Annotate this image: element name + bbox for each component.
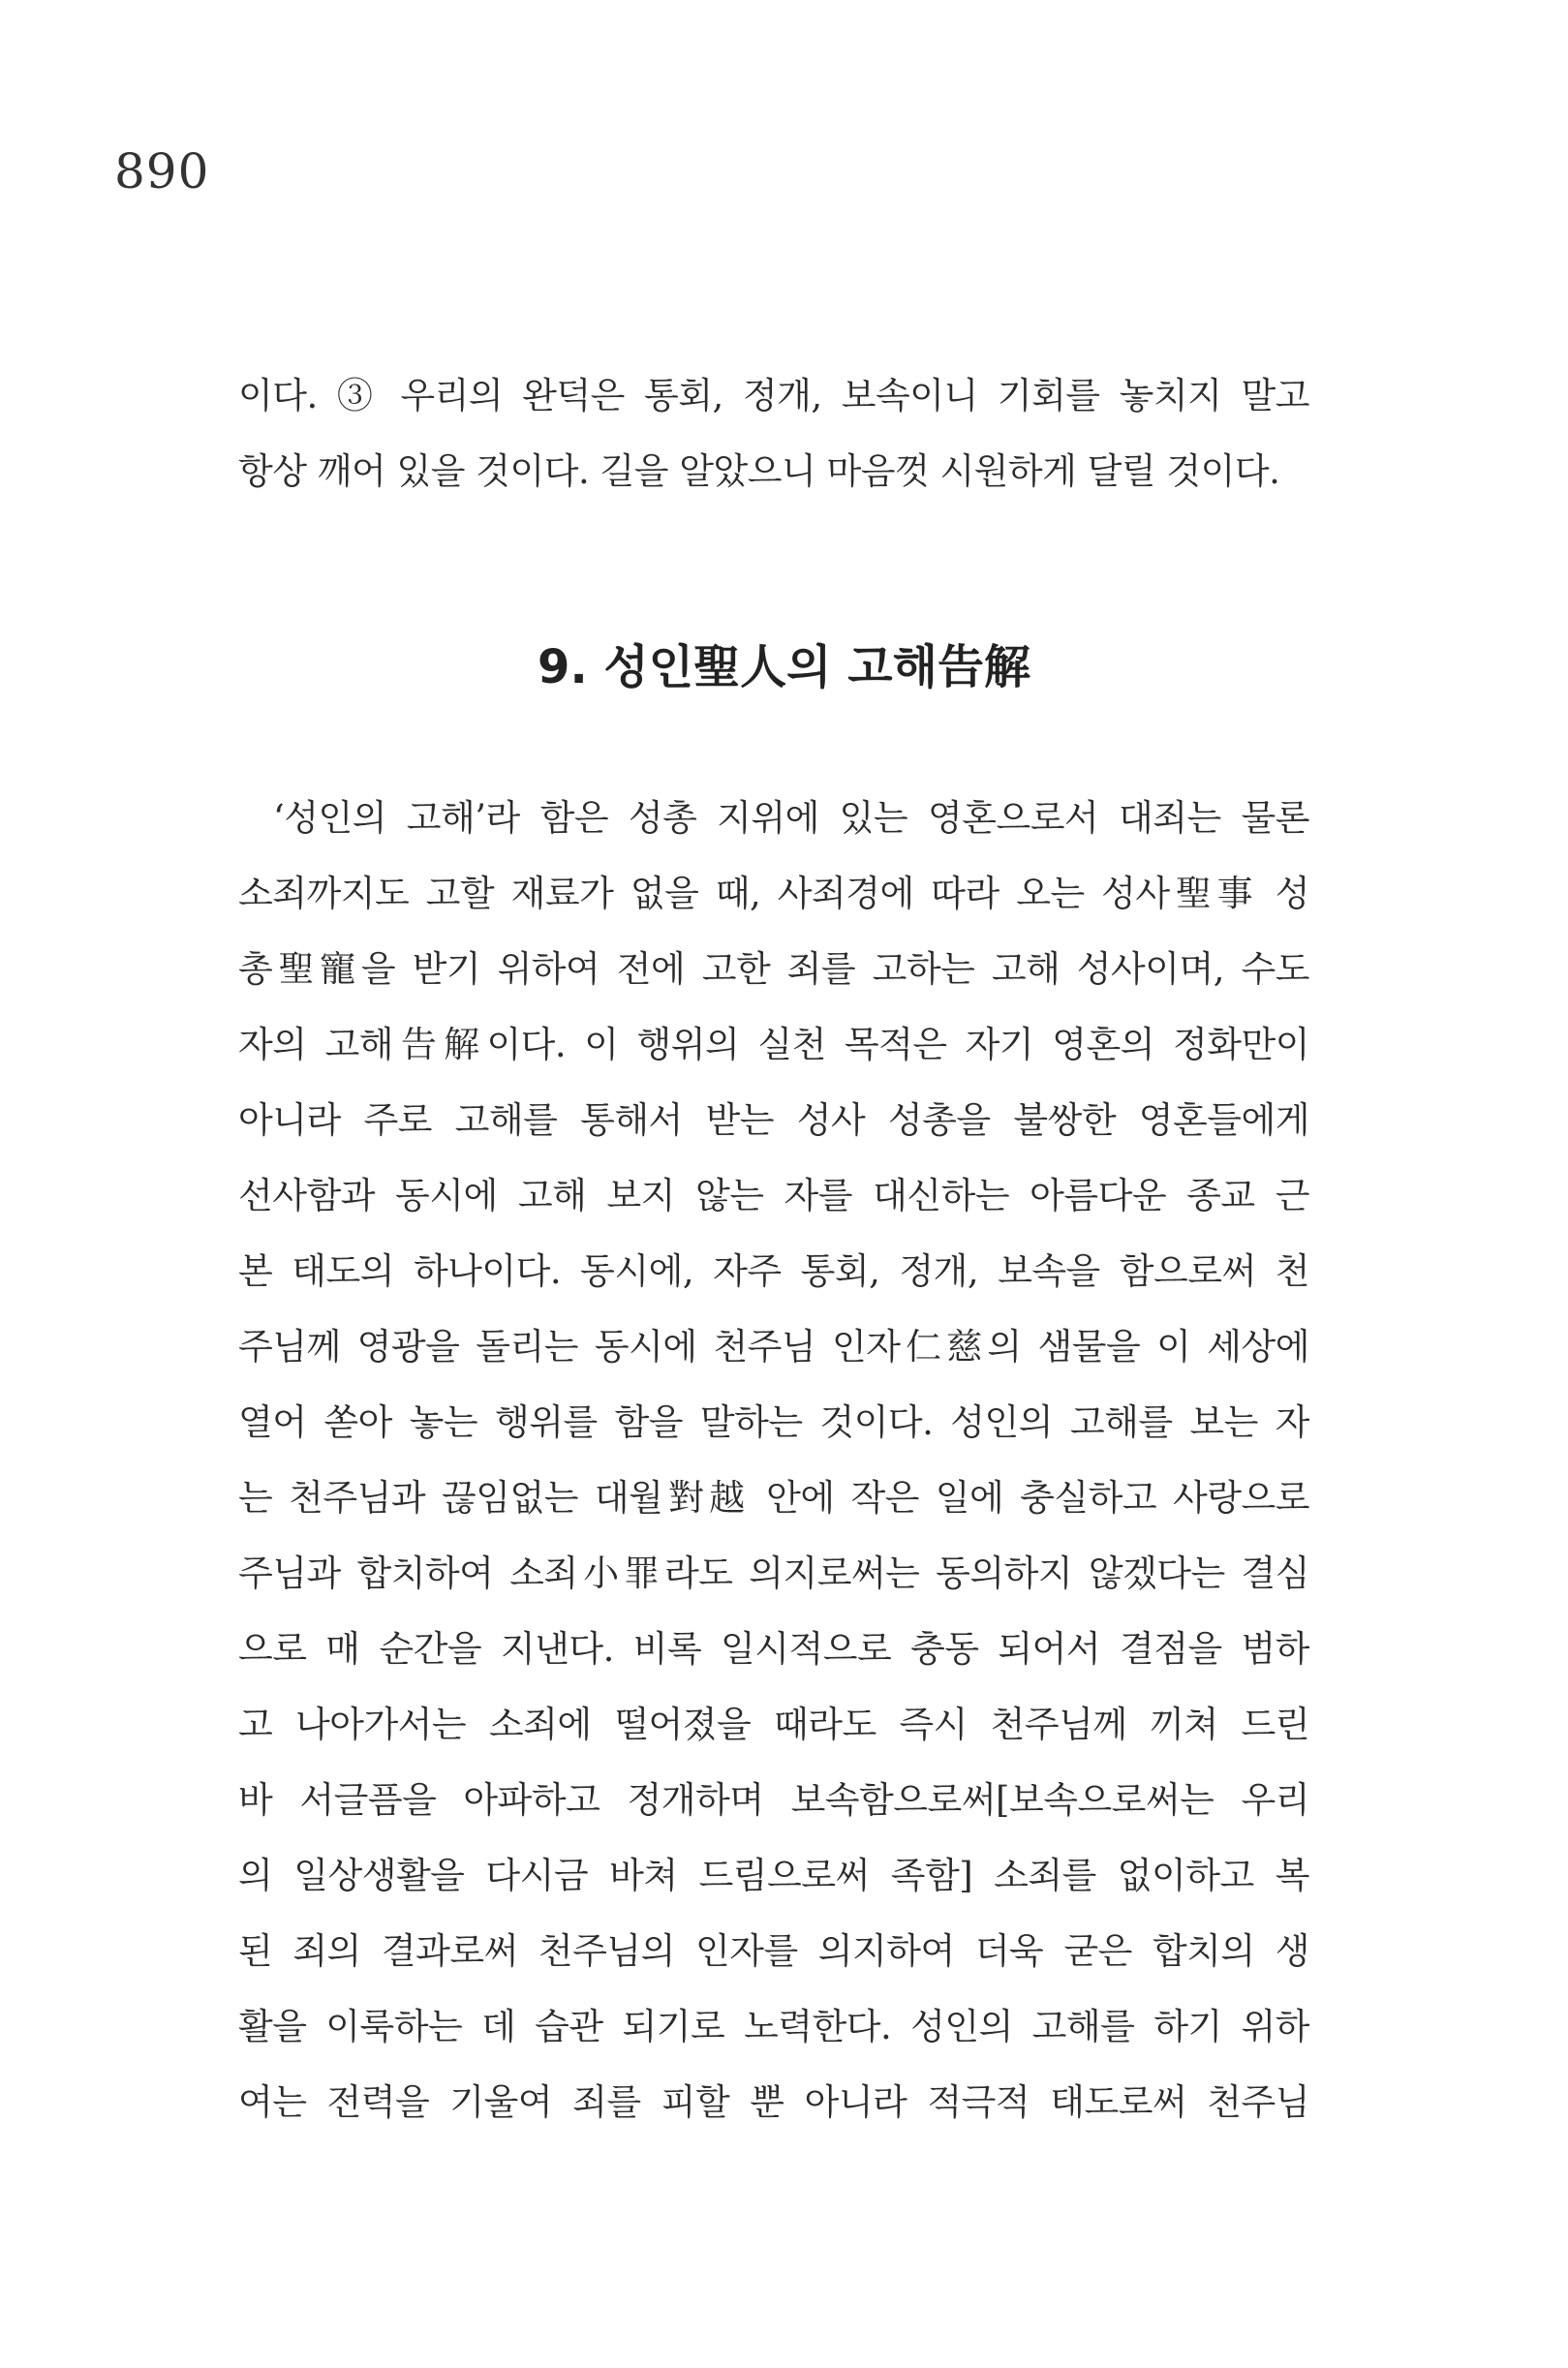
body-line: 총聖寵을 받기 위하여 전에 고한 죄를 고하는 고해 성사이며, 수도: [238, 948, 1309, 990]
body-paragraph: [238, 781, 1309, 2140]
body-line: 자의 고해告解이다. 이 행위의 실천 목적은 자기 영혼의 정화만이: [238, 1024, 1309, 1065]
intro-line: 항상 깨어 있을 것이다. 길을 알았으니 마음껏 시원하게 달릴 것이다.: [238, 450, 1280, 492]
body-line: 활을 이룩하는 데 습관 되기로 노력한다. 성인의 고해를 하기 위하: [238, 2006, 1309, 2047]
body-line: 주님과 합치하여 소죄小罪라도 의지로써는 동의하지 않겠다는 결심: [238, 1553, 1309, 1594]
page-number: 890: [114, 143, 210, 200]
body-line: 바 서글픔을 아파하고 정개하며 보속함으로써[보속으로써는 우리: [238, 1779, 1309, 1821]
body-line: 소죄까지도 고할 재료가 없을 때, 사죄경에 따라 오는 성사聖事 성: [238, 873, 1309, 914]
body-line: 의 일상생활을 다시금 바쳐 드림으로써 족함] 소죄를 없이하고 복: [238, 1855, 1309, 1896]
intro-line: 이다. ③ 우리의 완덕은 통회, 정개, 보속이니 기회를 놓치지 말고: [238, 375, 1309, 416]
body-line: 열어 쏟아 놓는 행위를 함을 말하는 것이다. 성인의 고해를 보는 자: [238, 1401, 1309, 1443]
body-line: 된 죄의 결과로써 천주님의 인자를 의지하여 더욱 굳은 합치의 생: [238, 1930, 1309, 1972]
body-line: ‘성인의 고해’라 함은 성총 지위에 있는 영혼으로서 대죄는 물론: [273, 797, 1309, 839]
body-line: 으로 매 순간을 지낸다. 비록 일시적으로 충동 되어서 결점을 범하: [238, 1628, 1309, 1670]
body-line: 본 태도의 하나이다. 동시에, 자주 통회, 정개, 보속을 함으로써 천: [238, 1250, 1309, 1292]
intro-paragraph: [238, 358, 1309, 509]
body-line: 고 나아가서는 소죄에 떨어졌을 때라도 즉시 천주님께 끼쳐 드린: [238, 1704, 1309, 1745]
body-line: 여는 전력을 기울여 죄를 피할 뿐 아니라 적극적 태도로써 천주님: [238, 2081, 1309, 2123]
body-line: 는 천주님과 끊임없는 대월對越 안에 작은 일에 충실하고 사랑으로: [238, 1477, 1309, 1519]
body-line: 아니라 주로 고해를 통해서 받는 성사 성총을 불쌍한 영혼들에게: [238, 1099, 1309, 1141]
body-line: 주님께 영광을 돌리는 동시에 천주님 인자仁慈의 샘물을 이 세상에: [238, 1326, 1309, 1368]
body-line: 선사함과 동시에 고해 보지 않는 자를 대신하는 아름다운 종교 근: [238, 1175, 1309, 1216]
section-heading: 9. 성인聖人의 고해告解: [538, 640, 1030, 694]
